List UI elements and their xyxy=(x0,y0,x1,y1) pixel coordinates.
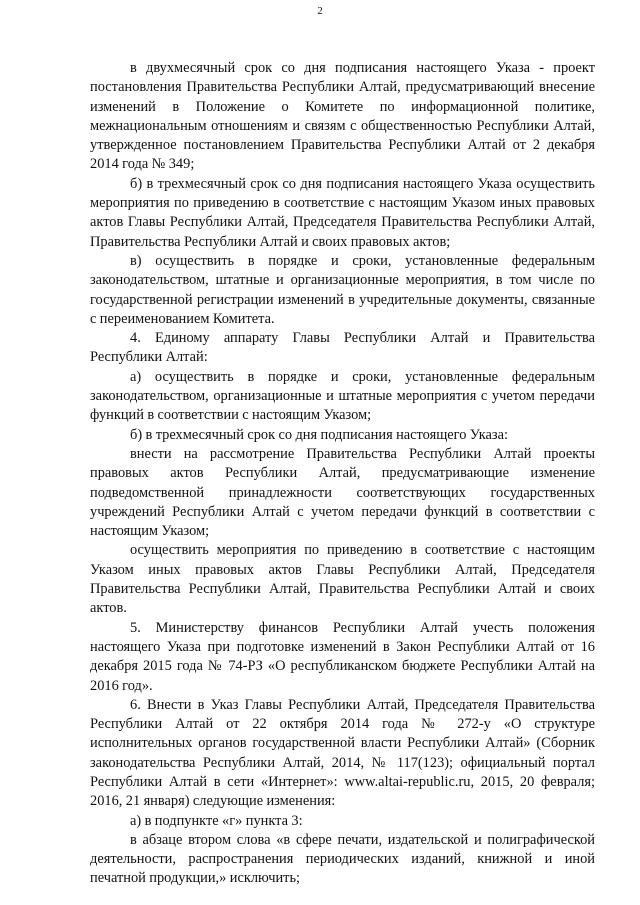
paragraph-4b-submit-drafts: внести на рассмотрение Правительства Республики Алтай проекты правовых актов Республики Алтай, предусматривающие изменение подведомственной принадлежности соответствующих государственных учреждений Республики Алтай с учетом передачи функций в соответствии с настоящим Указом; xyxy=(90,445,595,540)
paragraph-3b: б) в трехмесячный срок со дня подписания настоящего Указа осуществить мероприятия по приведению в соответствие с настоящим Указом иных правовых актов Главы Республики Алтай, Председателя Правительства Республики Алтай, Правительства Республики Алтай и своих правовых актов; xyxy=(90,175,595,250)
paragraph-5: 5. Министерству финансов Республики Алтай учесть положения настоящего Указа при подготовке изменений в Закон Республики Алтай от 16 декабря 2015 года № 74-РЗ «О республиканском бюджете Республики Алтай на 2016 год». xyxy=(90,619,595,694)
paragraph-4a: а) осуществить в порядке и сроки, установленные федеральным законодательством, организационные и штатные мероприятия с учетом передачи функций в соответствии с настоящим Указом; xyxy=(90,368,595,424)
paragraph-4b: б) в трехмесячный срок со дня подписания настоящего Указа: xyxy=(130,426,508,443)
page-number: 2 xyxy=(317,5,323,17)
paragraph-4: 4. Единому аппарату Главы Республики Алтай и Правительства Республики Алтай: xyxy=(90,330,595,366)
paragraph-3a-draft-resolution: в двухмесячный срок со дня подписания настоящего Указа - проект постановления Правительства Республики Алтай, предусматривающий внесение изменений в Положение о Комитете по информационной политике, межнациональным отношениям и связям с общественностью Республики Алтай, утвержденное постановлением Правительства Республики Алтай от 2 декабря 2014 года № 349; xyxy=(90,60,595,173)
paragraph-6: 6. Внести в Указ Главы Республики Алтай, Председателя Правительства Республики Алтай от 22 октября 2014 года № 272-у «О структуре исполнительных органов государственной власти Республики Алтай» (Сборник законодательства Республики Алтай, 2014, № 117(123); официальный портал Республики Алтай в сети «Интернет»: www.altai-republic.ru, 2015, 20 февраля; 2016, 21 января) следующие изменения: xyxy=(90,696,595,810)
paragraph-6a: а) в подпункте «г» пункта 3: xyxy=(130,812,303,829)
paragraph-4b-align-acts: осуществить мероприятия по приведению в соответствие с настоящим Указом иных правовых актов Главы Республики Алтай, Председателя Правительства Республики Алтай, Правительства Республики Алтай и своих актов. xyxy=(90,542,595,617)
document-body xyxy=(90,59,595,889)
paragraph-3c: в) осуществить в порядке и сроки, установленные федеральным законодательством, штатные и организационные мероприятия, в том числе по государственной регистрации изменений в учредительные документы, связанные с переименованием Комитета. xyxy=(90,252,595,327)
paragraph-6a-second-clause: в абзаце втором слова «в сфере печати, издательской и полиграфической деятельности, распространения периодических изданий, книжной и иной печатной продукции,» исключить; xyxy=(90,831,595,887)
